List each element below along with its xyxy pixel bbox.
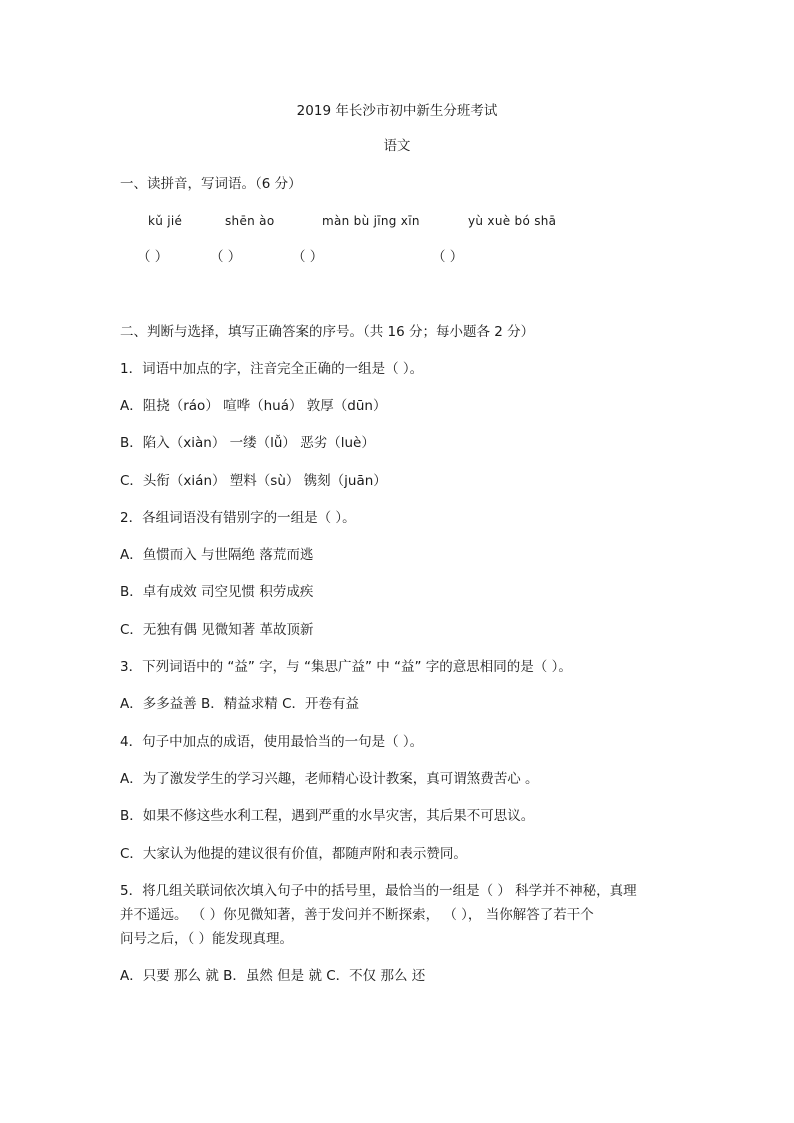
pinyin-3: màn bù jīng xīn xyxy=(322,214,420,228)
q4-option-b[interactable]: B．如果不修这些水利工程，遇到严重的水旱灾害，其后果不可思议。 xyxy=(120,808,535,824)
q3-stem: 3．下列词语中的 “益” 字，与 “集思广益” 中 “益” 字的意思相同的是（ ）。 xyxy=(120,659,572,675)
answer-blank-3[interactable]: （ ） xyxy=(292,249,324,265)
q5-stem-line1: 5．将几组关联词依次填入句子中的括号里，最恰当的一组是（ ） 科学并不神秘，真理 xyxy=(120,883,637,899)
q2-option-c[interactable]: C．无独有偶 见微知著 革故顶新 xyxy=(120,622,314,638)
answer-blank-4[interactable]: （ ） xyxy=(432,249,464,265)
q1-option-b[interactable]: B．陷入（xiàn） 一缕（lǚ） 恶劣（luè） xyxy=(120,435,375,451)
q2-stem: 2．各组词语没有错别字的一组是（ ）。 xyxy=(120,510,356,526)
answer-blank-2[interactable]: （ ） xyxy=(210,249,242,265)
q1-option-a[interactable]: A．阻挠（ráo） 喧哗（huá） 敦厚（dūn） xyxy=(120,398,387,414)
q2-option-b[interactable]: B．卓有成效 司空见惯 积劳成疾 xyxy=(120,584,314,600)
exam-title: 2019 年长沙市初中新生分班考试 xyxy=(296,103,498,119)
pinyin-1: kǔ jié xyxy=(148,214,183,228)
q2-option-a[interactable]: A．鱼惯而入 与世隔绝 落荒而逃 xyxy=(120,547,314,563)
q4-stem: 4．句子中加点的成语，使用最恰当的一句是（ ）。 xyxy=(120,734,424,750)
q1-stem: 1．词语中加点的字，注音完全正确的一组是（ ）。 xyxy=(120,361,424,377)
pinyin-4: yù xuè bó shā xyxy=(468,214,557,228)
q5-stem-line2: 并不遥远。 （ ）你见微知著，善于发问并不断探索， （ ）， 当你解答了若干个 xyxy=(120,907,594,923)
q4-option-c[interactable]: C．大家认为他提的建议很有价值，都随声附和表示赞同。 xyxy=(120,846,467,862)
q5-stem-line3: 问号之后，（ ）能发现真理。 xyxy=(120,931,294,947)
q1-option-c[interactable]: C．头衔（xián） 塑料（sù） 镌刻（juān） xyxy=(120,473,387,489)
section1-heading: 一、读拼音，写词语。（6 分） xyxy=(120,176,302,192)
subject-title: 语文 xyxy=(383,138,411,154)
pinyin-2: shēn ào xyxy=(225,214,275,228)
q4-option-a[interactable]: A．为了激发学生的学习兴趣，老师精心设计教案，真可谓煞费苦心 。 xyxy=(120,771,539,787)
q3-options[interactable]: A．多多益善 B．精益求精 C．开卷有益 xyxy=(120,696,360,712)
q5-options[interactable]: A．只要 那么 就 B．虽然 但是 就 C．不仅 那么 还 xyxy=(120,968,426,984)
answer-blank-1[interactable]: （ ） xyxy=(137,249,169,265)
section2-heading: 二、判断与选择，填写正确答案的序号。（共 16 分；每小题各 2 分） xyxy=(120,324,535,340)
